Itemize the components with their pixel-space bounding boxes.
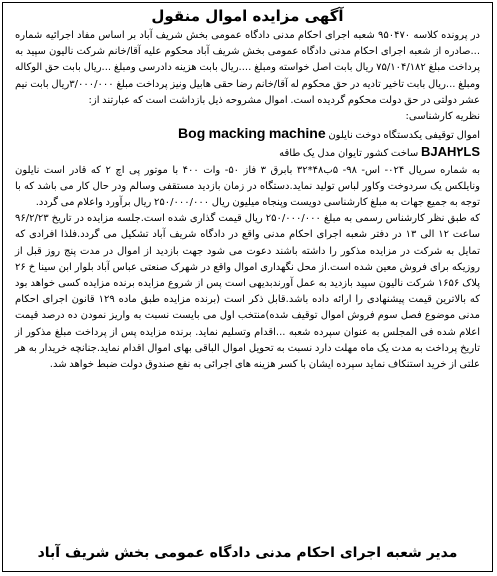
machine-name: Bog macking machine: [178, 125, 326, 142]
seized-item-description: اموال توقیفی یکدستگاه دوخت نایلون: [328, 130, 480, 142]
expert-opinion-label: نظریه کارشناسی:: [405, 111, 480, 123]
notice-title: آگهی مزایده اموال منقول: [151, 7, 344, 25]
signature-line: مدیر شعبه اجرای احکام مدنی دادگاه عمومی بخش شریف آباد: [37, 545, 458, 561]
seized-item-line: [15, 125, 480, 144]
notice-frame: [2, 2, 493, 572]
model-description: ساخت کشور تایوان مدل یک طاقه: [279, 148, 419, 160]
model-line: [15, 144, 480, 162]
case-paragraph: در پرونده کلاسه ۹۵۰۴۷۰ شعبه اجرای احکام مدنی دادگاه عمومی بخش شریف آباد بر اساس مفاد اجرائیه شماره ...صادره از شعبه اجرای احکام مدنی دادگاه عمومی بخش شریف آباد محکوم علیه آقا/خانم شرکت نالیون سپید به پرداخت مبلغ ۷۵/۱۰۴/۱۸۲ ریال بابت اصل خواسته ومبلغ ....ریال بابت هزینه دادرسی ومبلغ ...ریال بابت حق الوکاله ومبلغ ...ریال بابت تاخیر تادیه در حق محکوم له آقا/خانم رضا حقی هابیل ونیز پرداخت مبلغ ۳/۰۰۰/۰۰۰ریال بابت نیم عشر دولتی در حق دولت محکوم گردیده است. اموال مشروحه ذیل بازداشت است که عبارتند از:: [15, 30, 481, 106]
specs-paragraph: به شماره سریال ۰۲۴- اس- ۹۸- ۵ب۴۸*۳۲ بابرق ۳ فاز ۵۰- وات ۴۰۰ با موتور پی اچ ۲ که قادر است نایلون ونایلکس یک سردوخت وکاور لباس تولید نماید.دستگاه در زمان بازدید مستقفی وسالم ودر حال کار می باشد که با توجه به جمیع جهات به مبلغ کارشناسی دویست وپنجاه میلیون ریال ۲۵۰/۰۰۰/۰۰۰ ریال برآورد واعلام می گردد.: [15, 164, 480, 209]
model-code: BJAH۲LS: [421, 144, 480, 160]
auction-terms-paragraph: که طبق نظر کارشناس رسمی به مبلغ ۲۵۰/۰۰۰/۰۰۰ ریال قیمت گذاری شده است.جلسه مزایده در تاریخ ۹۶/۲/۲۳ ساعت ۱۲ الی ۱۳ در دفتر شعبه اجرای احکام مدنی واقع در دادگاه شریف آباد تشکیل می گردد.فلذا افرادی که تمایل به شرکت در مزایده مذکور را داشته باشند دعوت می شود جهت بازدید از اموال در مدت پنج روز قبل از روزیکه برای فروش معین شده است.از محل نگهداری اموال واقع در شهرک صنعتی عباس آباد بلوار ابن سینا خ ۲۶ پلاک ۱۶۵۶ شرکت نالیون سپید بازدید به عمل آورندبدیهی است پس از شروع مزایده برنده مزایده کسی خواهد بود که بالاترین قیمت پیشنهادی را ارائه داده باشد.قابل ذکر است (برنده مزایده طبق ماده ۱۲۹ قانون اجرای احکام مدنی موضوع فصل سوم فروش اموال توقیف شده)منتخب اول می بایست نسبت به واریز نمودن ده درصد قیمت اعلام شده فی المجلس به عنوان سپرده شعبه ...اقدام وتسلیم نماید. برنده مزایده پس از پرداخت مبلغ مذکور از تاریخ پرداخت به مدت یک ماه مهلت دارد نسبت به تحویل اموال الباقی بهای اموال اقدام نماید.جنانچه خریدار به هر علتی از خرید استنکاف نماید سپرده ایشان با کسر هزینه های اجرائی به نفع صندوق دولت ضبط خواهد شد.: [15, 213, 481, 371]
